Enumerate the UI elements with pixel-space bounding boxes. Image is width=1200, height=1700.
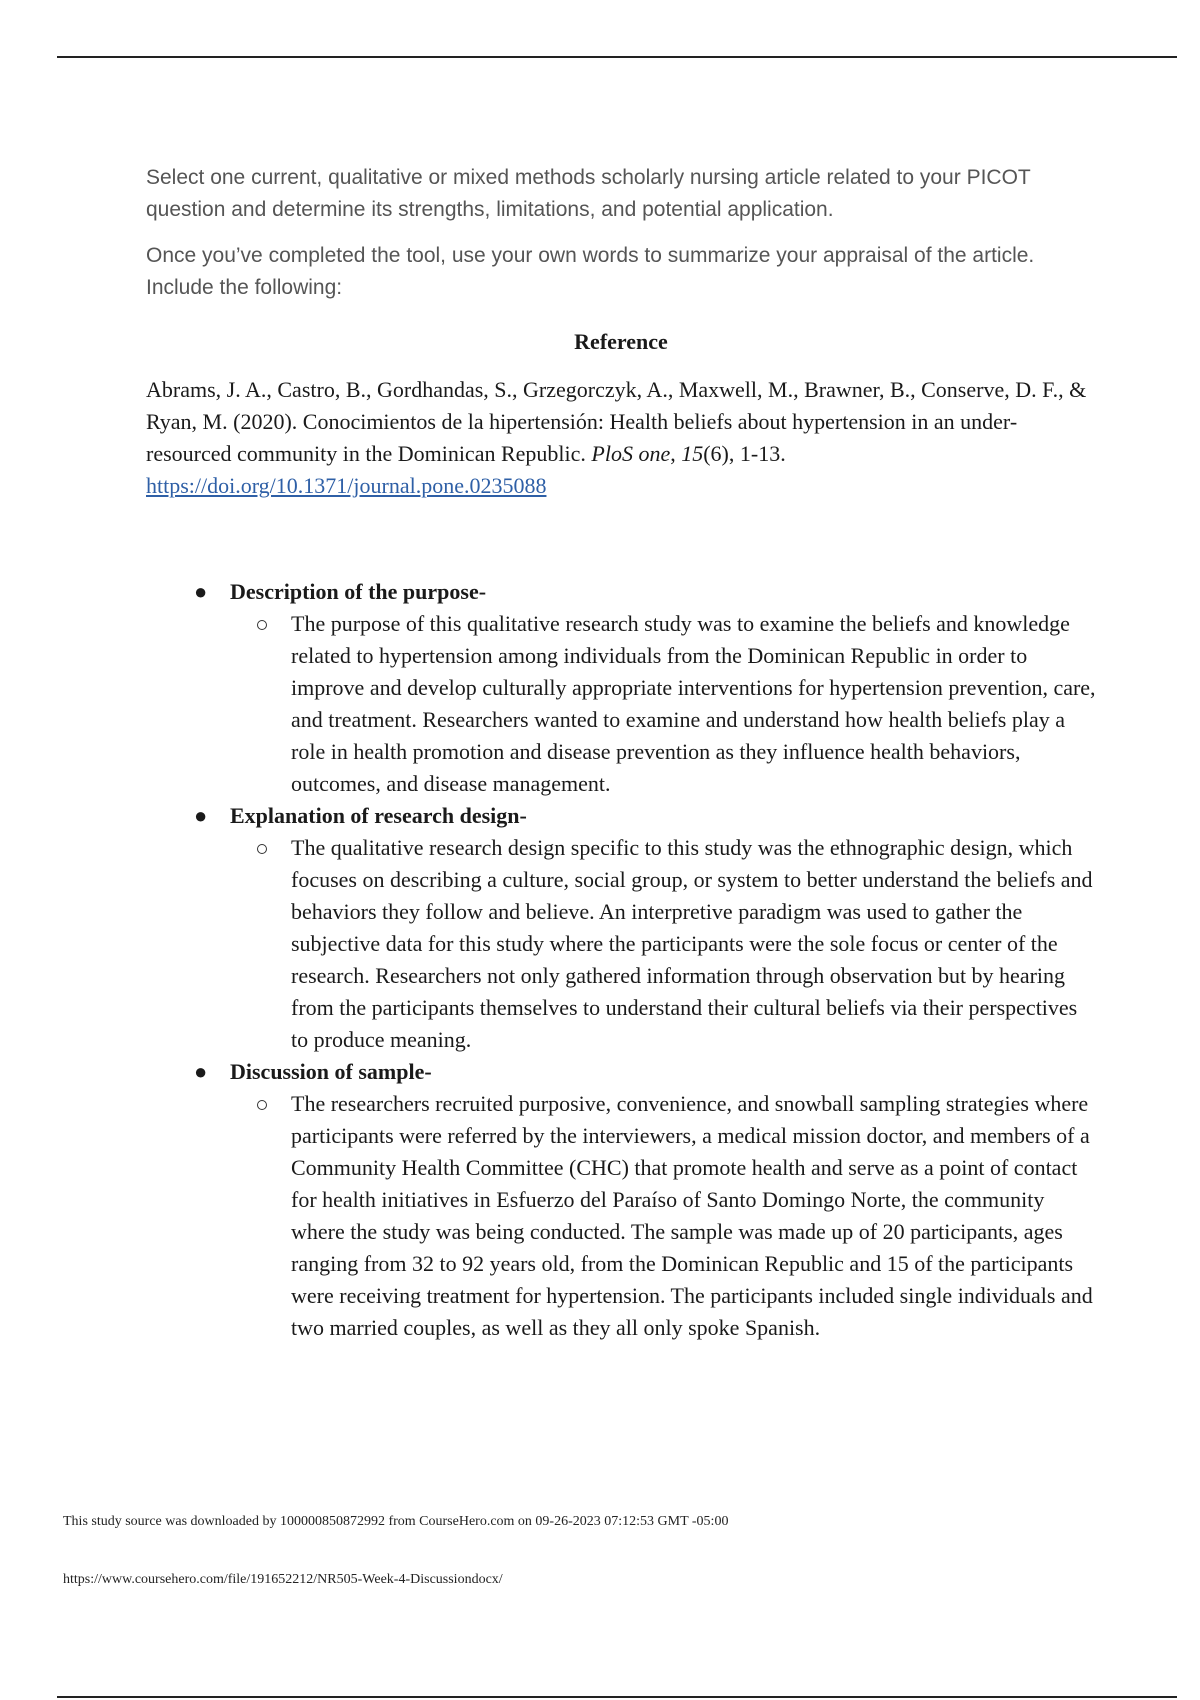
reference-heading: Reference: [574, 329, 668, 354]
hollow-bullet-icon: [257, 844, 267, 854]
source-url: https://www.coursehero.com/file/191652212/NR505-Week-4-Discussiondocx/: [63, 1572, 503, 1587]
instruction-paragraph-2: Once you’ve completed the tool, use your own words to summarize your appraisal of the article. Include the following:: [146, 244, 1035, 299]
citation-journal: PloS one: [591, 441, 671, 466]
section-text: The qualitative research design specific to this study was the ethnographic design, which focuses on describing a culture, social group, or system to better understand the beliefs and behaviors they follow and believe. An interpretive paradigm was used to gather the subjective data for this study where the participants were the sole focus or center of the research. Researchers not only gathered information through observation but by hearing from the participants themselves to understand their cultural beliefs via their perspectives to produce meaning.: [291, 835, 1093, 1052]
hollow-bullet-icon: [257, 1100, 267, 1110]
top-rule: [57, 56, 1177, 58]
instruction-paragraph-1: Select one current, qualitative or mixed methods scholarly nursing article related to your PICOT question and determine its strengths, limitations, and potential application.: [146, 166, 1031, 221]
reference-citation: [146, 374, 1096, 502]
section-purpose: [146, 576, 1096, 800]
citation-volume: 15: [681, 441, 704, 466]
section-text: The researchers recruited purposive, convenience, and snowball sampling strategies where participants were referred by the interviewers, a medical mission doctor, and members of a Community Health Committee (CHC) that promote health and serve as a point of contact for health initiatives in Esfuerzo del Paraíso of Santo Domingo Norte, the community where the study was being conducted. The sample was made up of 20 participants, ages ranging from 32 to 92 years old, from the Dominican Republic and 15 of the participants were receiving treatment for hypertension. The participants included single individuals and two married couples, as well as they all only spoke Spanish.: [291, 1091, 1093, 1340]
section-detail: [230, 608, 1096, 800]
download-note: This study source was downloaded by 100000850872992 from CourseHero.com on 09-26-2023 07:12:53 GMT -05:00: [63, 1514, 729, 1529]
bullet-icon: ●: [194, 803, 208, 828]
hollow-bullet-icon: [257, 620, 267, 630]
document-body: [146, 162, 1096, 1344]
section-title: Description of the purpose-: [230, 579, 487, 604]
appraisal-sections: [146, 576, 1096, 1344]
section-detail: [230, 1088, 1096, 1344]
doi-link[interactable]: https://doi.org/10.1371/journal.pone.0235088: [146, 473, 547, 498]
section-title: Explanation of research design-: [230, 803, 527, 828]
bottom-rule: [57, 1696, 1177, 1698]
section-sample: [146, 1056, 1096, 1344]
section-text: The purpose of this qualitative research study was to examine the beliefs and knowledge related to hypertension among individuals from the Dominican Republic in order to improve and develop culturally appropriate interventions for hypertension prevention, care, and treatment. Researchers wanted to examine and understand how health beliefs play a role in health promotion and disease prevention as they influence health behaviors, outcomes, and disease management.: [291, 611, 1096, 796]
section-research-design: [146, 800, 1096, 1056]
section-detail: [230, 832, 1096, 1056]
citation-separator: ,: [670, 441, 682, 466]
citation-pages: (6), 1-13.: [703, 441, 786, 466]
bullet-icon: ●: [194, 1059, 208, 1084]
section-title: Discussion of sample-: [230, 1059, 432, 1084]
citation-authors-title: Abrams, J. A., Castro, B., Gordhandas, S., Grzegorczyk, A., Maxwell, M., Brawner, B., Conserve, D. F., & Ryan, M. (2020). Conocimientos de la hipertensión: Health beliefs about hypertension in an under-resourced community in the Dominican Republic.: [146, 377, 1087, 466]
bullet-icon: ●: [194, 579, 208, 604]
